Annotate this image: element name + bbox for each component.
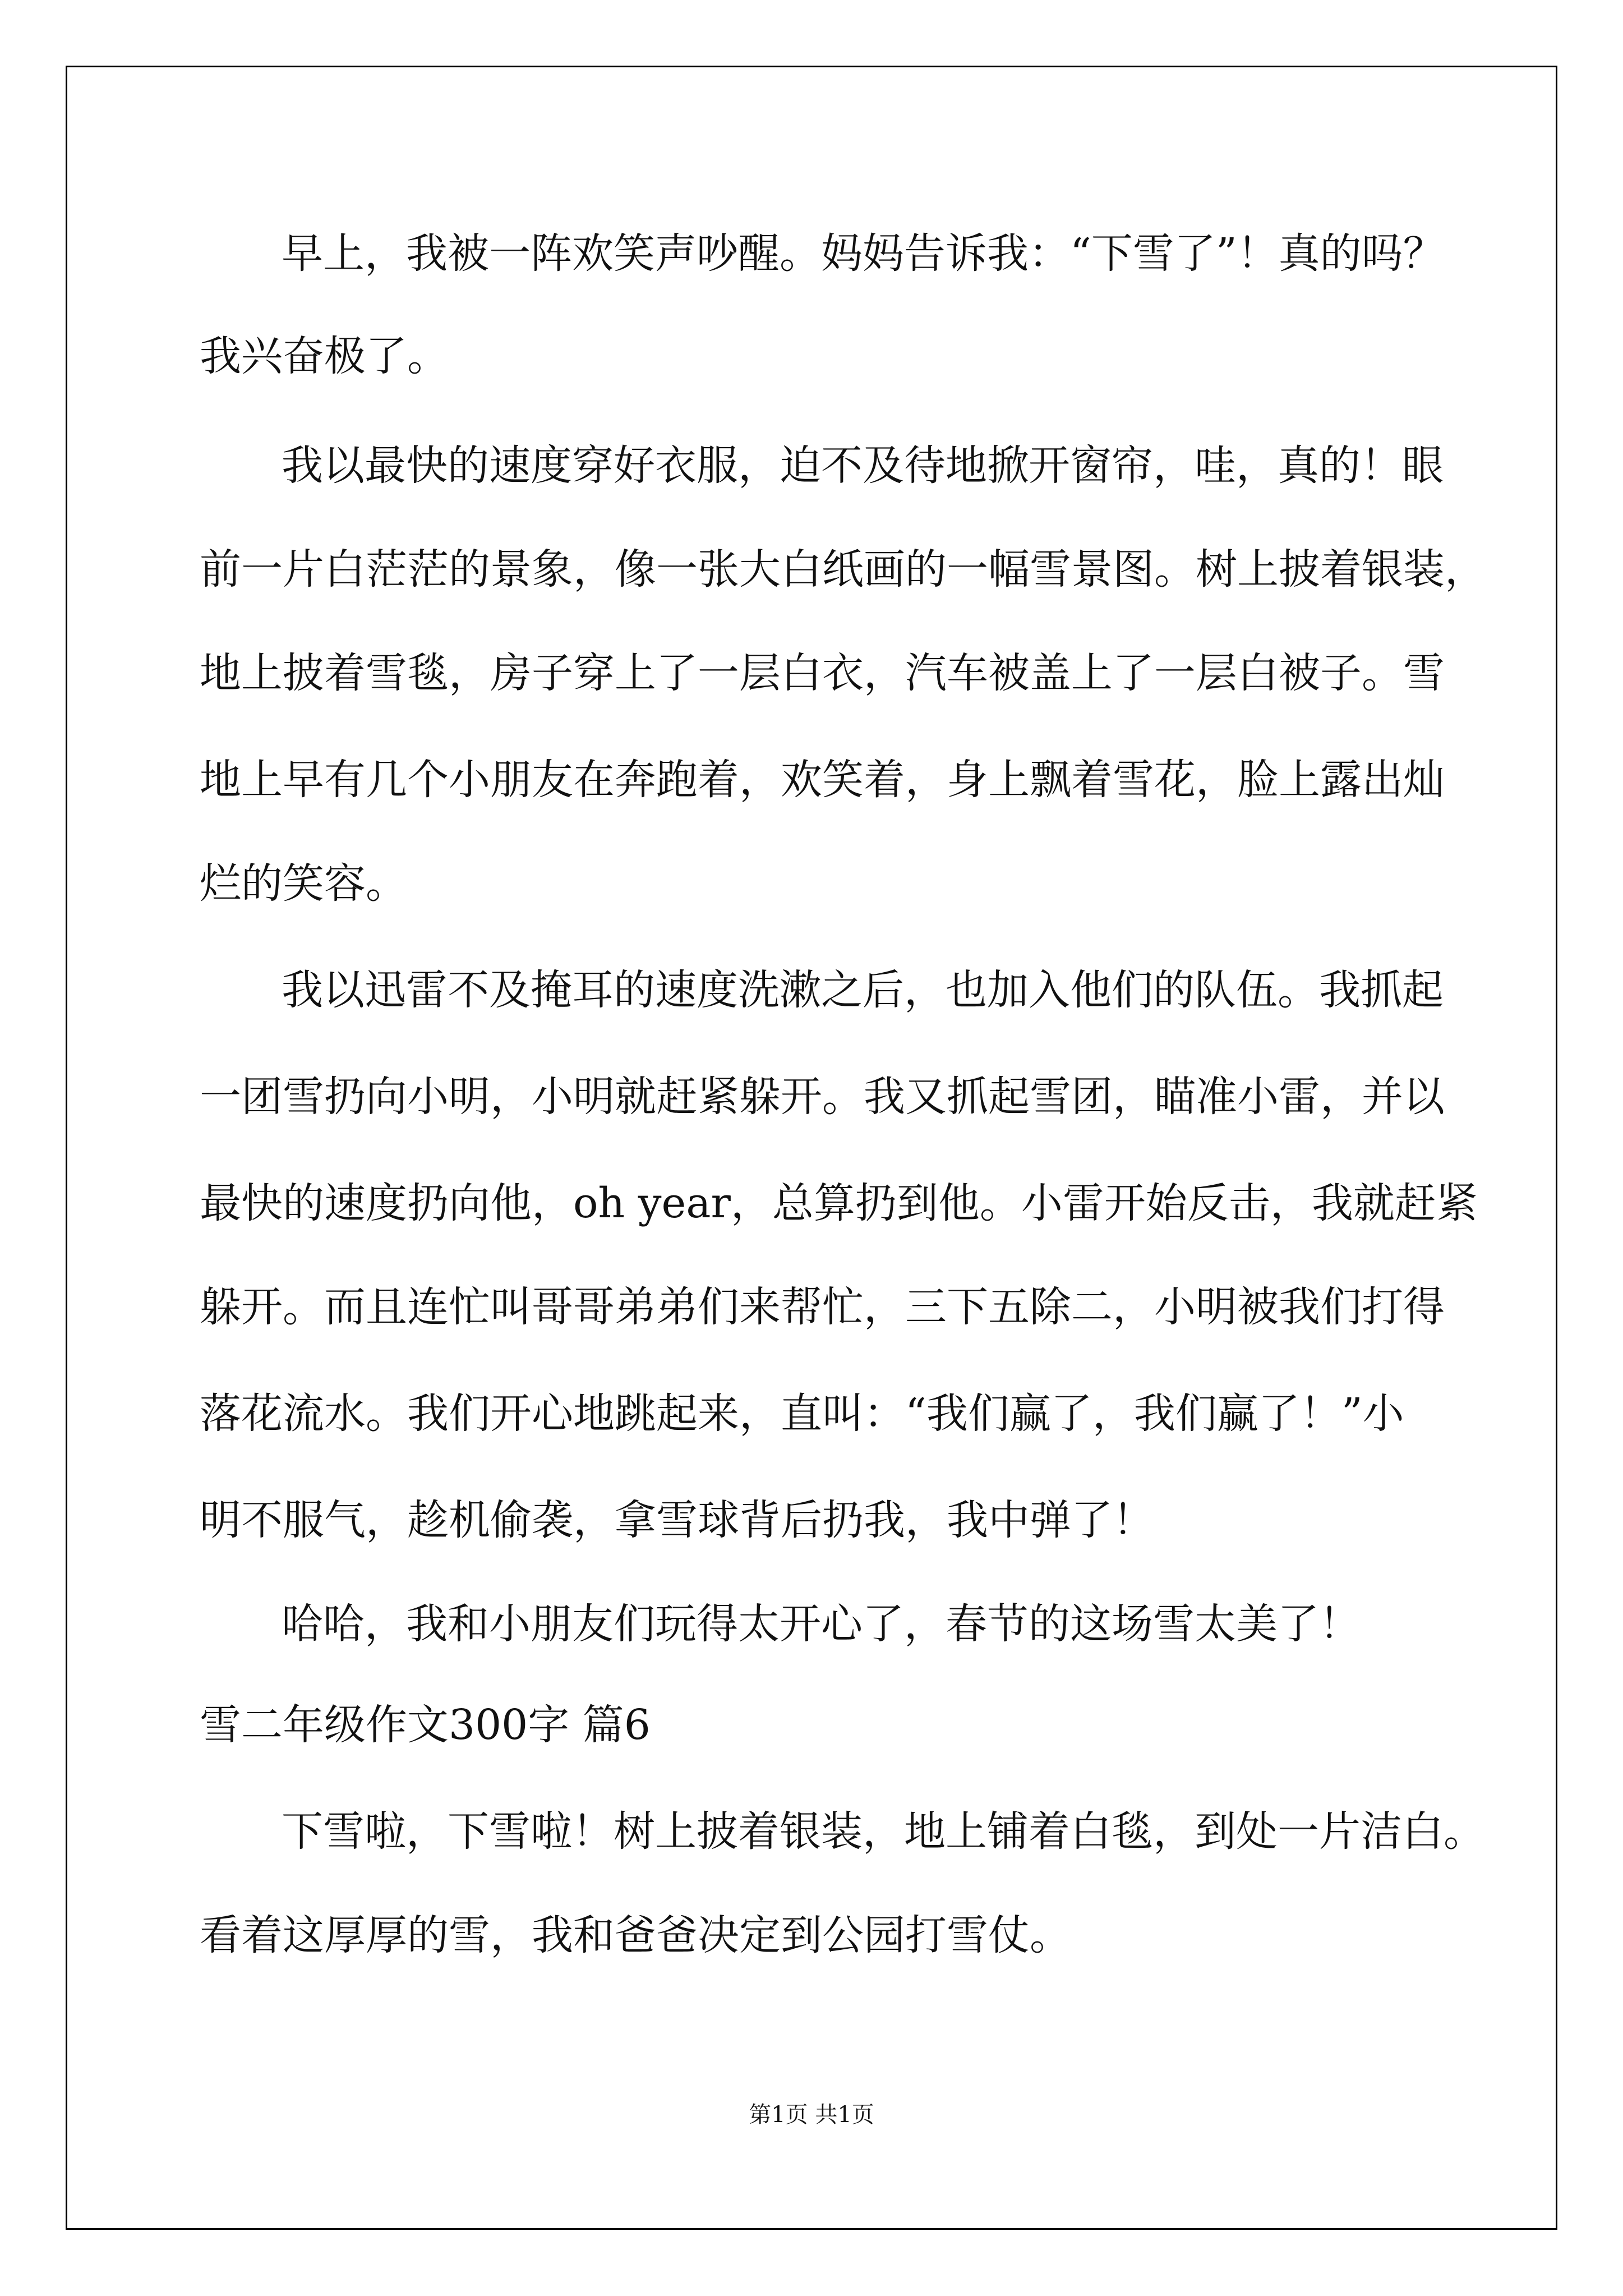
text-line: 早上，我被一阵欢笑声吵醒。妈妈告诉我：“下雪了”！真的吗？	[282, 229, 1445, 278]
text-line: 地上披着雪毯，房子穿上了一层白衣，汽车被盖上了一层白被子。雪	[200, 649, 1445, 697]
text-line: 看着这厚厚的雪，我和爸爸决定到公园打雪仗。	[200, 1911, 1071, 1959]
page-footer: 第1页 共1页	[749, 2102, 874, 2128]
text-line: 地上早有几个小朋友在奔跑着，欢笑着，身上飘着雪花，脸上露出灿	[200, 756, 1445, 804]
text-line: 前一片白茫茫的景象，像一张大白纸画的一幅雪景图。树上披着银装，	[200, 545, 1486, 593]
page-border	[66, 66, 1557, 2230]
text-line: 躲开。而且连忙叫哥哥弟弟们来帮忙，三下五除二，小明被我们打得	[200, 1283, 1445, 1331]
text-line: 一团雪扔向小明，小明就赶紧躲开。我又抓起雪团，瞄准小雷，并以	[200, 1073, 1445, 1121]
text-line: 下雪啦，下雪啦！树上披着银装，地上铺着白毯，到处一片洁白。	[282, 1807, 1485, 1856]
text-line: 我以最快的速度穿好衣服，迫不及待地掀开窗帘，哇，真的！眼	[282, 441, 1444, 490]
section-heading: 雪二年级作文300字 篇6	[200, 1701, 651, 1749]
text-line: 落花流水。我们开心地跳起来，直叫：“我们赢了，我们赢了！”小	[200, 1389, 1404, 1438]
text-line: 我兴奋极了。	[200, 332, 449, 380]
text-line: 我以迅雷不及掩耳的速度洗漱之后，也加入他们的队伍。我抓起	[282, 966, 1444, 1014]
text-line: 最快的速度扔向他，oh year，总算扔到他。小雷开始反击，我就赶紧	[200, 1179, 1478, 1227]
text-line: 哈哈，我和小朋友们玩得太开心了，春节的这场雪太美了！	[282, 1600, 1361, 1648]
text-line: 明不服气，趁机偷袭，拿雪球背后扔我，我中弹了！	[200, 1496, 1154, 1544]
text-line: 烂的笑容。	[200, 859, 407, 908]
